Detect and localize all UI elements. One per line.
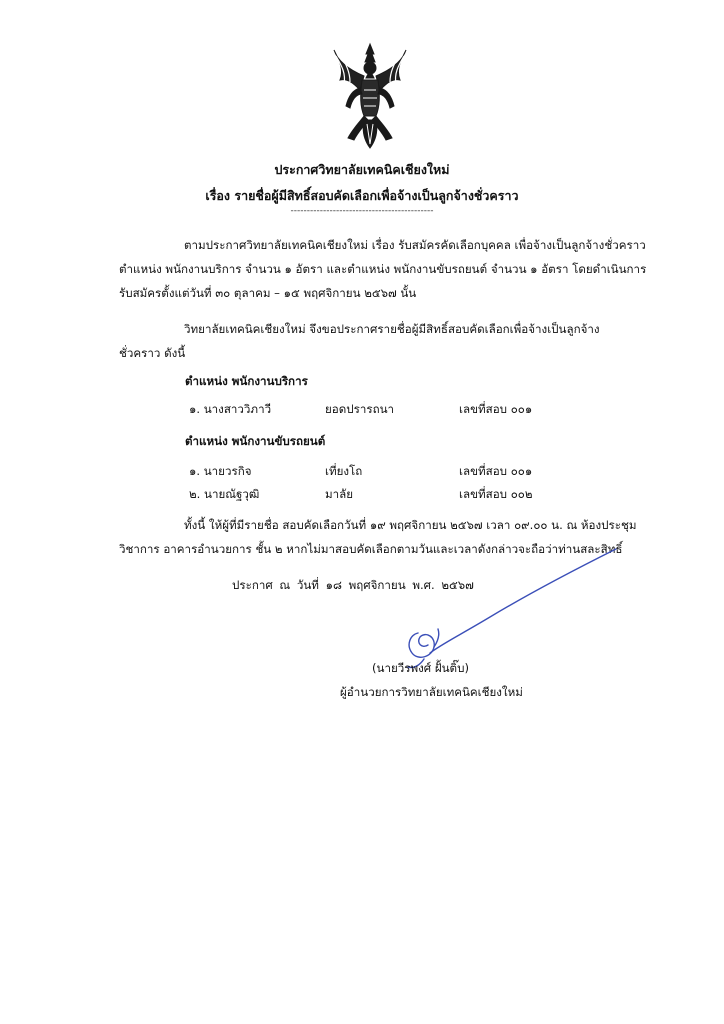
signer-name: (นายวีรพงศ์ ฝั้นติ๊บ): [372, 661, 469, 675]
candidate-surname: เที่ยงโถ: [325, 464, 363, 478]
paragraph-line: ตามประกาศวิทยาลัยเทคนิคเชียงใหม่ เรื่อง รับสมัครคัดเลือกบุคคล เพื่อจ้างเป็นลูกจ้างชั่วคราว: [184, 238, 646, 252]
separator-line: --------------------------------------------: [290, 206, 434, 216]
signer-title: ผู้อำนวยการวิทยาลัยเทคนิคเชียงใหม่: [340, 685, 523, 699]
paragraph-line: รับสมัครตั้งแต่วันที่ ๓๐ ตุลาคม – ๑๕ พฤศจิกายน ๒๕๖๗ นั้น: [119, 286, 417, 300]
announcement-subject: เรื่อง รายชื่อผู้มีสิทธิ์สอบคัดเลือกเพื่อจ้างเป็นลูกจ้างชั่วคราว: [205, 188, 519, 203]
candidate-row: [189, 463, 549, 483]
announcement-title: ประกาศวิทยาลัยเทคนิคเชียงใหม่: [274, 162, 450, 177]
candidate-surname: ยอดปรารถนา: [325, 402, 395, 416]
candidate-exam-number: เลขที่สอบ ๐๐๑: [459, 464, 533, 478]
handwritten-signature: [380, 545, 620, 675]
garuda-emblem-icon: [330, 40, 410, 150]
candidate-row: [189, 486, 549, 506]
section-heading-driver: ตำแหน่ง พนักงานขับรถยนต์: [185, 434, 326, 448]
candidate-row: [189, 401, 549, 421]
paragraph-line: ชั่วคราว ดังนี้: [119, 346, 186, 360]
paragraph-line: วิทยาลัยเทคนิคเชียงใหม่ จึงขอประกาศรายชื่อผู้มีสิทธิ์สอบคัดเลือกเพื่อจ้างเป็นลูกจ้าง: [184, 322, 600, 336]
candidate-name: ๒. นายณัฐวุฒิ: [189, 487, 260, 501]
candidate-exam-number: เลขที่สอบ ๐๐๑: [459, 402, 533, 416]
candidate-name: ๑. นายวรกิจ: [189, 464, 252, 478]
candidate-exam-number: เลขที่สอบ ๐๐๒: [459, 487, 533, 501]
candidate-surname: มาลัย: [325, 487, 354, 501]
paragraph-intro: [119, 233, 659, 305]
announcement-date: ประกาศ ณ วันที่ ๑๘ พฤศจิกายน พ.ศ. ๒๕๖๗: [232, 578, 474, 592]
paragraph-line: วิชาการ อาคารอำนวยการ ชั้น ๒ หากไม่มาสอบคัดเลือกตามวันและเวลาดังกล่าวจะถือว่าท่านสละสิทธิ์: [119, 542, 623, 556]
candidate-name: ๑. นางสาววิภาวี: [189, 402, 272, 416]
paragraph-announcement: [119, 317, 659, 365]
paragraph-line: ทั้งนี้ ให้ผู้ที่มีรายชื่อ สอบคัดเลือกวันที่ ๑๙ พฤศจิกายน ๒๕๖๗ เวลา ๐๙.๐๐ น. ณ ห้องประชุม: [184, 518, 637, 532]
paragraph-line: ตำแหน่ง พนักงานบริการ จำนวน ๑ อัตรา และตำแหน่ง พนักงานขับรถยนต์ จำนวน ๑ อัตรา โดยดำเนินการ: [119, 262, 647, 276]
section-heading-service: ตำแหน่ง พนักงานบริการ: [185, 374, 308, 388]
